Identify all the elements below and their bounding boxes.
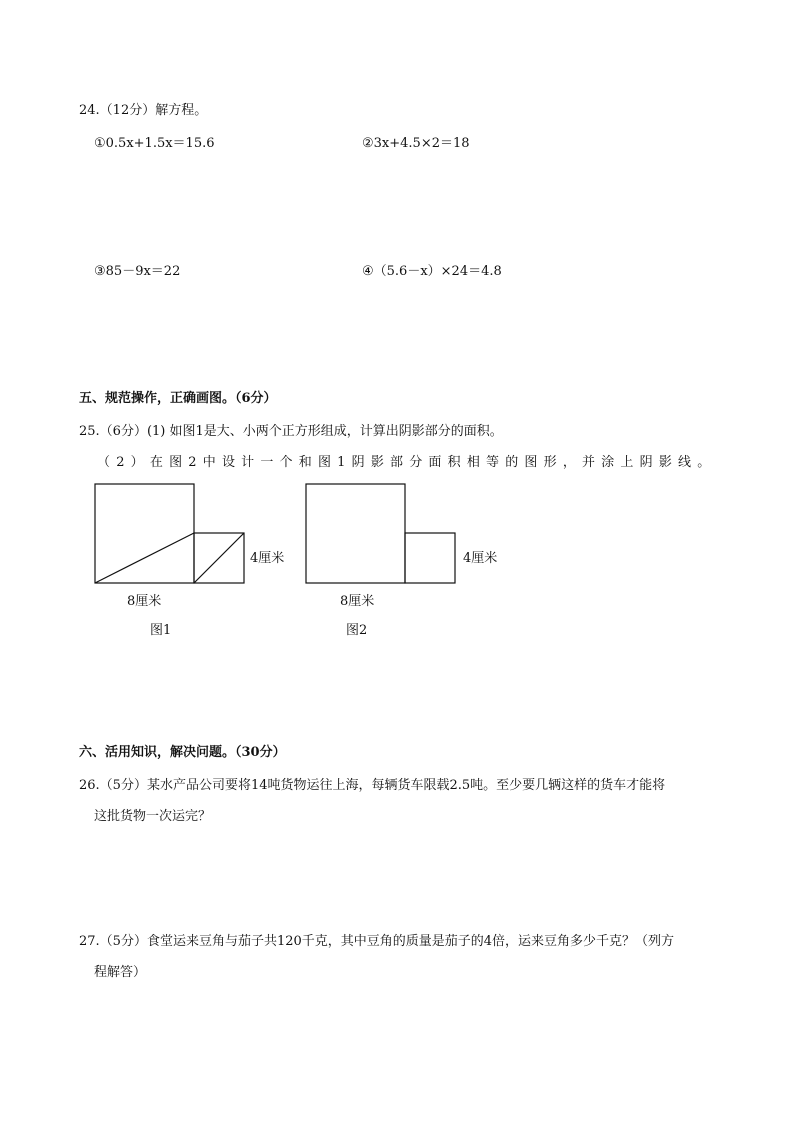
equation-2: ②3x+4.5×2＝18 (362, 136, 470, 151)
equation-4: ④（5.6－x）×24＝4.8 (362, 264, 502, 279)
figure-2-small-square (405, 533, 455, 583)
section-6-heading: 六、活用知识，解决问题。（30分） (79, 745, 286, 760)
equation-1: ①0.5x+1.5x＝15.6 (94, 136, 215, 151)
figure-1-large-square (95, 484, 194, 583)
figure-2-bottom-label: 8厘米 (340, 594, 375, 609)
figure-1-diagonal-large (95, 533, 194, 583)
figure-2-caption: 图2 (346, 623, 368, 638)
figure-1-bottom-label: 8厘米 (127, 594, 162, 609)
section-5-heading: 五、规范操作，正确画图。（6分） (79, 391, 277, 406)
q25-line-2: （2）在图2中设计一个和图1阴影部分面积相等的图形，并涂上阴影线。 (97, 455, 717, 470)
figure-1-caption: 图1 (150, 623, 172, 638)
equation-3: ③85－9x＝22 (94, 264, 181, 279)
figure-2-side-label: 4厘米 (463, 551, 498, 566)
figure-1 (95, 484, 244, 583)
q26-line-2: 这批货物一次运完？ (94, 809, 212, 824)
q24-stem: 24.（12分）解方程。 (79, 103, 208, 118)
figure-2-large-square (306, 484, 405, 583)
q27-line-1: 27.（5分）食堂运来豆角与茄子共120千克，其中豆角的质量是茄子的4倍，运来豆角多少千克？（列方 (79, 934, 675, 949)
figure-1-side-label: 4厘米 (250, 551, 285, 566)
figure-1-diagonal-small (194, 533, 244, 583)
q27-line-2: 程解答） (94, 965, 147, 980)
q25-line-1: 25.（6分）(1) 如图1是大、小两个正方形组成，计算出阴影部分的面积。 (79, 424, 503, 439)
figure-2 (306, 484, 455, 583)
q26-line-1: 26.（5分）某水产品公司要将14吨货物运往上海，每辆货车限载2.5吨。至少要几辆这样的货车才能将 (79, 778, 666, 793)
